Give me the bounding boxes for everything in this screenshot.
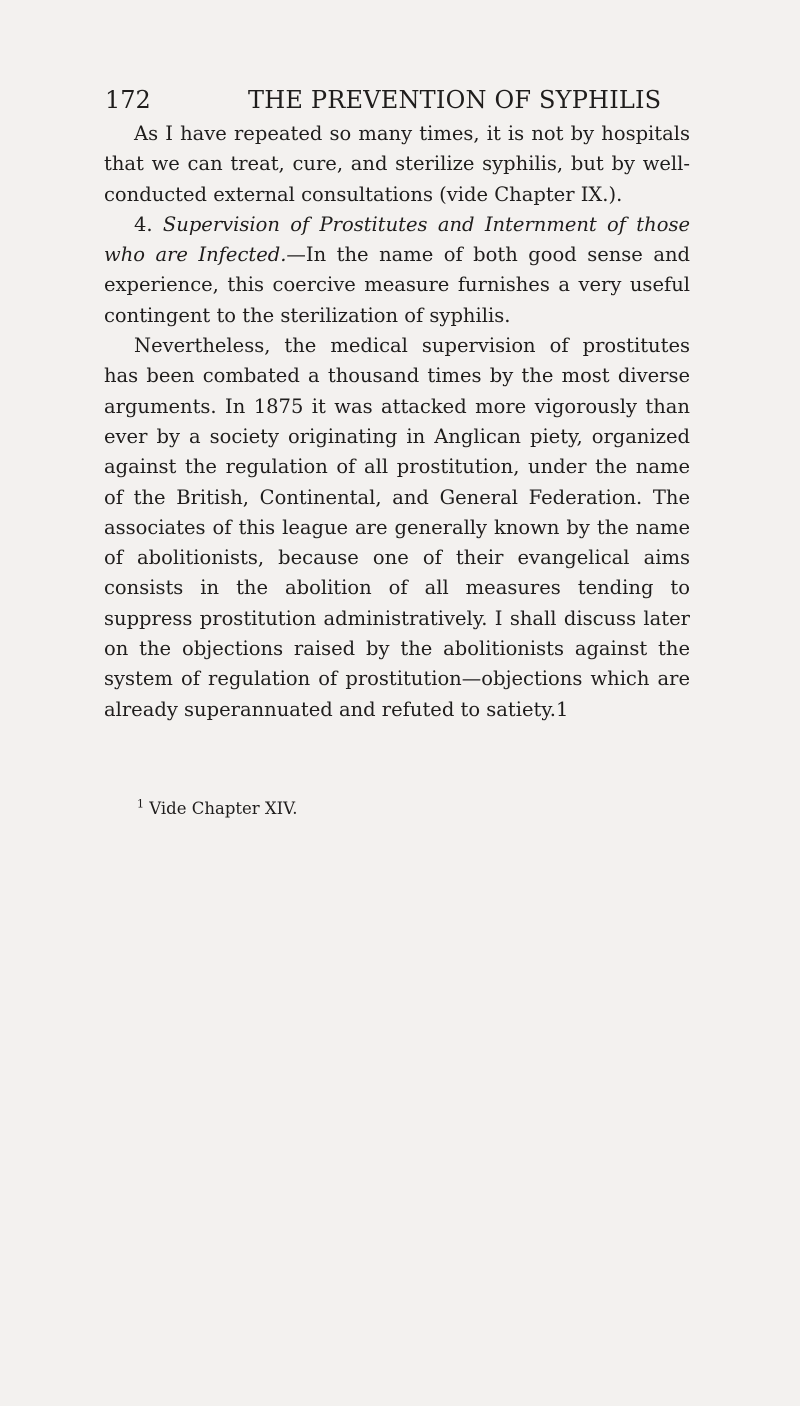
- paragraph-consultations: As I have repeated so many times, it is not by hospitals that we can treat, cure, and sterilize syphilis, but by well-conducted external consultations (vide Chapter IX.).: [104, 122, 690, 206]
- section-heading: Supervision of Prostitutes and Internment of those who are Infected.: [104, 212, 690, 267]
- footnote: [137, 797, 297, 821]
- paragraph-abolitionists: Nevertheless, the medical supervision of prostitutes has been combated a thousand times by the most diverse arguments. In 1875 it was attacked more vigorously than ever by a society originating in Anglican piety, organized against the regulation of all prostitution, under the name of the British, Continental, and General Federation. The associates of this league are generally known by the name of abolitionists, because one of their evangelical aims consists in the abolition of all measures tending to suppress prostitution administratively. I shall discuss later on the objections raised by the abolitionists against the system of regulation of prostitution—objections which are already superannuated and refuted to satiety.1: [104, 334, 690, 721]
- paragraph-supervision: [104, 210, 690, 331]
- footnote-marker: 1: [137, 797, 144, 811]
- section-text: —In the name of both good sense and experience, this coercive measure furnishes a very useful contingent to the sterilization of syphilis.: [104, 243, 690, 327]
- page-header: [105, 86, 690, 120]
- footnote-text: Vide Chapter XIV.: [149, 799, 298, 818]
- page-number: 172: [105, 86, 151, 114]
- running-title: THE PREVENTION OF SYPHILIS: [248, 86, 662, 114]
- section-number: 4.: [134, 212, 153, 236]
- page-body: [104, 119, 690, 725]
